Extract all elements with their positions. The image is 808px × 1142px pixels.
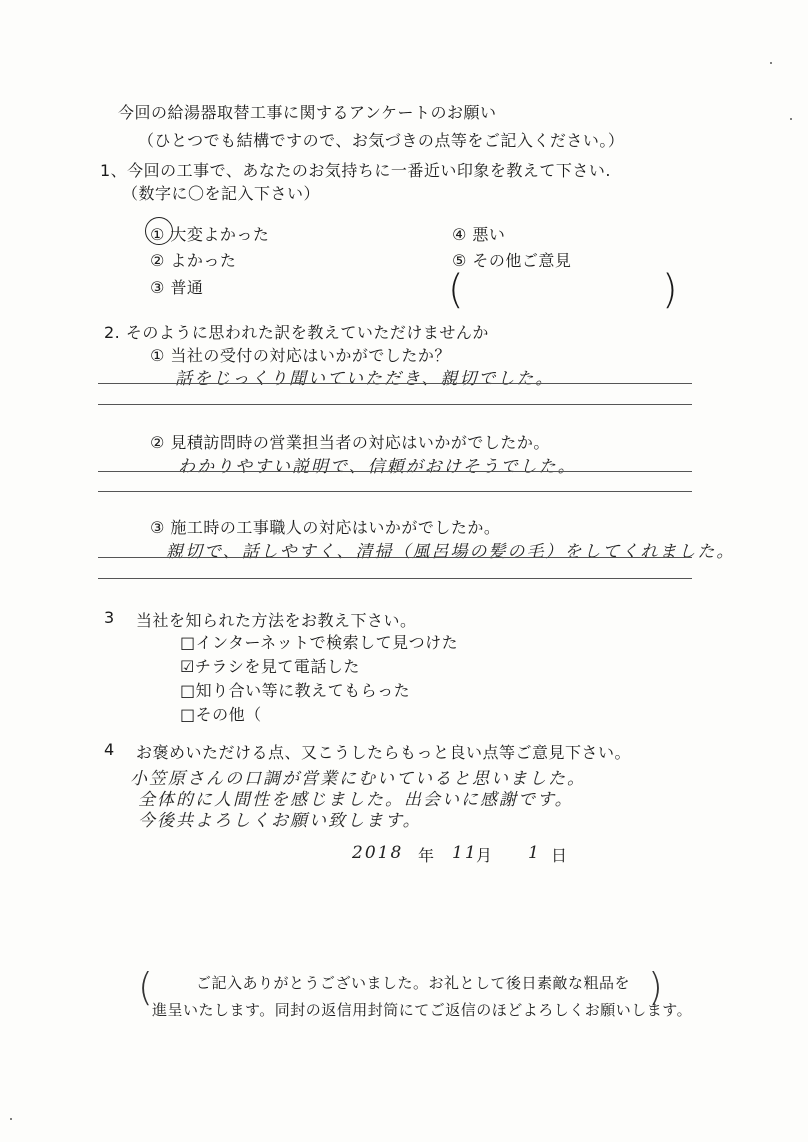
q2-sub3-label: ③ 施工時の工事職人の対応はいかがでしたか。 — [150, 518, 501, 537]
q1-option-1[interactable]: ① 大変よかった — [150, 225, 270, 244]
date-month-unit: 月 — [476, 846, 493, 865]
q3-question: 当社を知られた方法をお教え下さい。 — [136, 611, 417, 630]
form-subtitle: （ひとつでも結構ですので、お気づきの点等をご記入ください。） — [138, 131, 625, 150]
date-day[interactable]: 1 — [528, 843, 541, 863]
form-title: 今回の給湯器取替工事に関するアンケートのお願い — [118, 103, 497, 122]
answer-line — [98, 383, 692, 384]
date-year[interactable]: 2018 — [352, 843, 404, 863]
q4-answer-line-2[interactable]: 全体的に人間性を感じました。出会いに感謝です。 — [138, 790, 574, 810]
q1-note: （数字に〇を記入下さい） — [122, 184, 321, 203]
answer-line — [98, 557, 692, 558]
q4-answer-line-1[interactable]: 小笠原さんの口調が営業にむいていると思いました。 — [130, 769, 586, 789]
q2-question: 2. そのように思われた訳を教えていただけませんか — [104, 323, 489, 342]
checkbox-icon[interactable]: □ — [180, 681, 196, 700]
footer-line-1: ご記入ありがとうございました。お礼として後日素敵な粗品を — [196, 974, 631, 992]
checkbox-icon[interactable]: □ — [180, 705, 196, 724]
answer-line — [98, 471, 692, 472]
q2-sub1-answer[interactable]: 話をじっくり聞いていただき、親切でした。 — [175, 369, 555, 389]
checkbox-icon[interactable]: □ — [180, 633, 196, 652]
q2-sub2-label: ② 見積訪問時の営業担当者の対応はいかがでしたか。 — [150, 433, 550, 452]
q1-option-3[interactable]: ③ 普通 — [150, 278, 204, 297]
q3-option-label: チラシを見て電話した — [194, 657, 360, 676]
checkbox-checked-icon[interactable]: ☑ — [180, 657, 195, 676]
answer-line — [98, 491, 692, 492]
scan-speck — [790, 118, 792, 120]
date-year-unit: 年 — [418, 846, 435, 865]
q1-option-2[interactable]: ② よかった — [150, 251, 237, 270]
q3-number: 3 — [104, 608, 115, 627]
q1-other-paren-close: ) — [662, 267, 678, 313]
answer-line — [98, 404, 692, 405]
q4-number: 4 — [104, 740, 115, 759]
scan-speck — [770, 62, 772, 64]
q3-option-2[interactable] — [180, 654, 360, 677]
q4-answer-line-3[interactable]: 今後共よろしくお願い致します。 — [138, 811, 422, 831]
q1-option-4[interactable]: ④ 悪い — [452, 225, 506, 244]
footer-bracket-left: ( — [138, 965, 153, 1009]
q3-option-label: 知り合い等に教えてもらった — [195, 681, 411, 700]
q2-sub2-answer[interactable]: わかりやすい説明で、信頼がおけそうでした。 — [178, 457, 577, 477]
q3-option-1[interactable] — [180, 630, 458, 653]
answer-line — [98, 578, 692, 579]
q3-option-label: インターネットで検索して見つけた — [195, 633, 459, 652]
footer-line-2: 進呈いたします。同封の返信用封筒にてご返信のほどよろしくお願いします。 — [152, 1001, 693, 1019]
q1-option-5[interactable]: ⑤ その他ご意見 — [452, 251, 572, 270]
date-day-unit: 日 — [551, 846, 568, 865]
q2-sub1-label: ① 当社の受付の対応はいかがでしたか？ — [150, 346, 451, 365]
date-month[interactable]: 11 — [452, 843, 478, 863]
q1-question: 1、今回の工事で、あなたのお気持ちに一番近い印象を教えて下さい. — [100, 161, 611, 180]
q3-option-3[interactable] — [180, 678, 410, 701]
scan-speck — [10, 1118, 12, 1120]
q2-sub3-answer[interactable]: 親切で、話しやすく、清掃（風呂場の髪の毛）をしてくれました。 — [166, 542, 736, 562]
q3-option-label: その他（ — [195, 705, 262, 724]
q3-option-4[interactable] — [180, 702, 262, 725]
q1-other-paren-open: ( — [448, 267, 464, 313]
q4-question: お褒めいただける点、又こうしたらもっと良い点等ご意見下さい。 — [136, 743, 632, 762]
footer-bracket-right: ) — [648, 965, 663, 1009]
